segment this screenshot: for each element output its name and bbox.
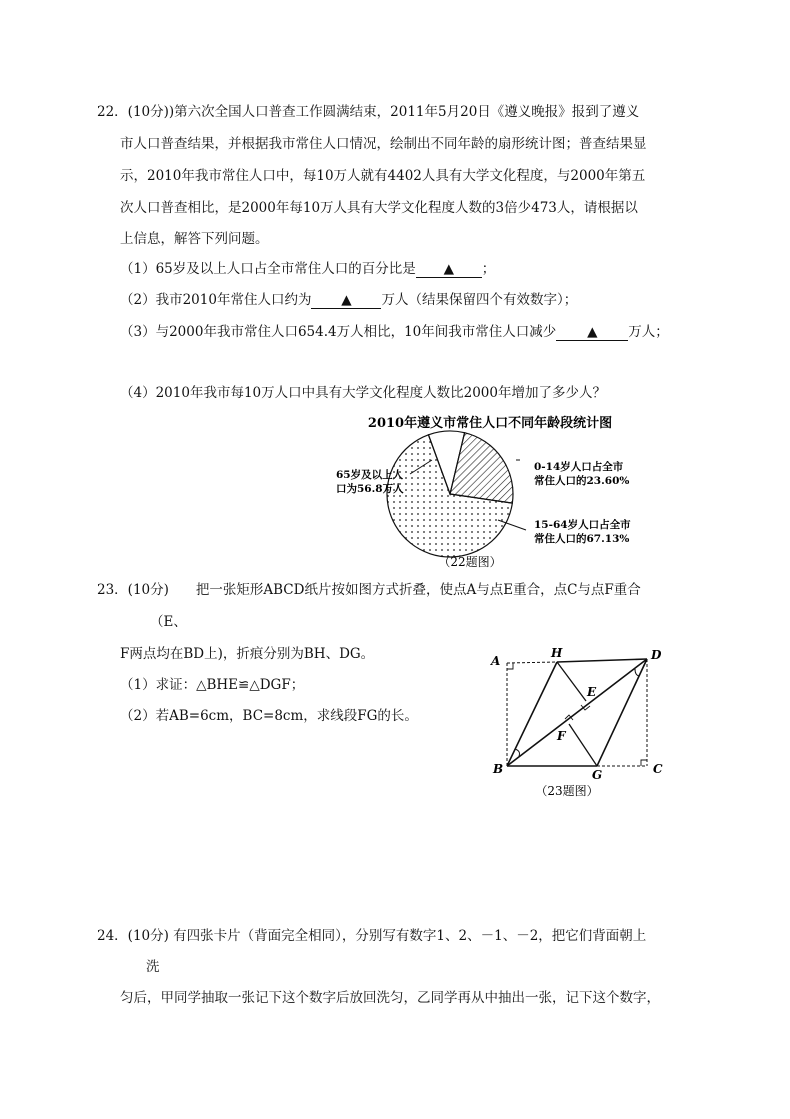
q22-sub-3-end: 万人； [628, 324, 669, 340]
label-65-line1: 65岁及以上人 [336, 469, 404, 481]
q22-sub-4: （4）2010年我市每10万人口中具有大学文化程度人数比2000年增加了多少人？ [120, 385, 606, 401]
label-65-line2: 口为56.8万人 [336, 483, 404, 495]
label-H: H [551, 646, 563, 660]
chart-caption: （22题图） [438, 555, 502, 569]
q22-line-4: 次人口普查相比，是2000年每10万人具有大学文化程度人数的3倍少473人，请根据以 [120, 200, 638, 216]
label-B: B [493, 762, 504, 776]
q22-sub-1 [120, 259, 495, 279]
q23-line-1: 23．(10分) 把一张矩形ABCD纸片按如图方式折叠，使点A与点E重合，点C与点F重合 [97, 582, 641, 598]
label-E: E [587, 685, 597, 699]
q22-sub-3-text: （3）与2000年我市常住人口654.4万人相比，10年间我市常住人口减少 [120, 324, 557, 340]
right-angle-A [507, 663, 513, 669]
answer-blank-1[interactable]: ▲ [416, 261, 482, 278]
q22-sub-3 [120, 322, 669, 342]
edge-AH [507, 662, 557, 663]
q24-line-3: 匀后，甲同学抽取一张记下这个数字后放回洗匀，乙同学再从中抽出一张，记下这个数字， [120, 990, 660, 1006]
q24-line-1: 24．(10分) 有四张卡片（背面完全相同），分别写有数字1、2、－1、－2，把它们背面朝上 [97, 928, 647, 944]
label-1564-line2: 常住人口的67.13% [534, 533, 630, 545]
pie-chart-figure [320, 410, 660, 572]
q22-sub-1-text: （1）65岁及以上人口占全市常住人口的百分比是 [120, 261, 416, 277]
q24-line-2: 洗 [146, 959, 160, 975]
label-014-line2: 常住人口的23.60% [534, 475, 630, 487]
chart-title: 2010年遵义市常住人口不同年龄段统计图 [367, 416, 613, 431]
q22-sub-2 [120, 290, 577, 310]
label-014-line1: 0-14岁人口占全市 [534, 461, 624, 473]
q23-sub-2: （2）若AB=6cm，BC=8cm，求线段FG的长。 [120, 708, 418, 724]
segment-HE [557, 662, 586, 701]
q22-line-3: 示，2010年我市常住人口中，每10万人就有4402人具有大学文化程度，与2000年第五 [120, 168, 646, 184]
q23-line-2: （E、 [150, 614, 187, 630]
q22-line-1: 22．(10分))第六次全国人口普查工作圆满结束，2011年5月20日《遵义晚报》报到了遵义 [97, 104, 640, 120]
q22-sub-1-end: ； [481, 261, 496, 277]
label-G: G [592, 768, 603, 782]
rectangle-fold-figure [485, 645, 675, 800]
right-angle-C [641, 760, 647, 766]
q22-sub-2-end: 万人（结果保留四个有效数字）； [381, 292, 578, 308]
angle-arc-D [635, 669, 639, 676]
q23-line-3: F两点均在BD上)，折痕分别为BH、DG。 [120, 646, 375, 662]
angle-arc-B [515, 749, 520, 756]
crease-BH [507, 662, 557, 766]
q22-line-5: 上信息，解答下列问题。 [120, 231, 269, 247]
diagonal-BD [507, 659, 647, 766]
segment-GF [569, 724, 597, 766]
q22-line-2: 市人口普查结果，并根据我市常住人口情况，绘制出不同年龄的扇形统计图；普查结果显 [120, 136, 647, 152]
q22-sub-2-text: （2）我市2010年常住人口约为 [120, 292, 312, 308]
figure-23-caption: （23题图） [535, 784, 599, 798]
label-D: D [651, 648, 662, 662]
crease-DG [597, 659, 647, 766]
label-1564-line1: 15-64岁人口占全市 [534, 519, 631, 531]
label-C: C [653, 762, 663, 776]
label-A: A [491, 654, 501, 668]
pie [387, 431, 513, 557]
edge-HD [557, 659, 647, 662]
answer-blank-2[interactable]: ▲ [311, 292, 381, 309]
q23-sub-1: （1）求证：△BHE≌△DGF； [120, 677, 305, 693]
answer-blank-3[interactable]: ▲ [556, 324, 628, 341]
label-F: F [557, 729, 566, 743]
